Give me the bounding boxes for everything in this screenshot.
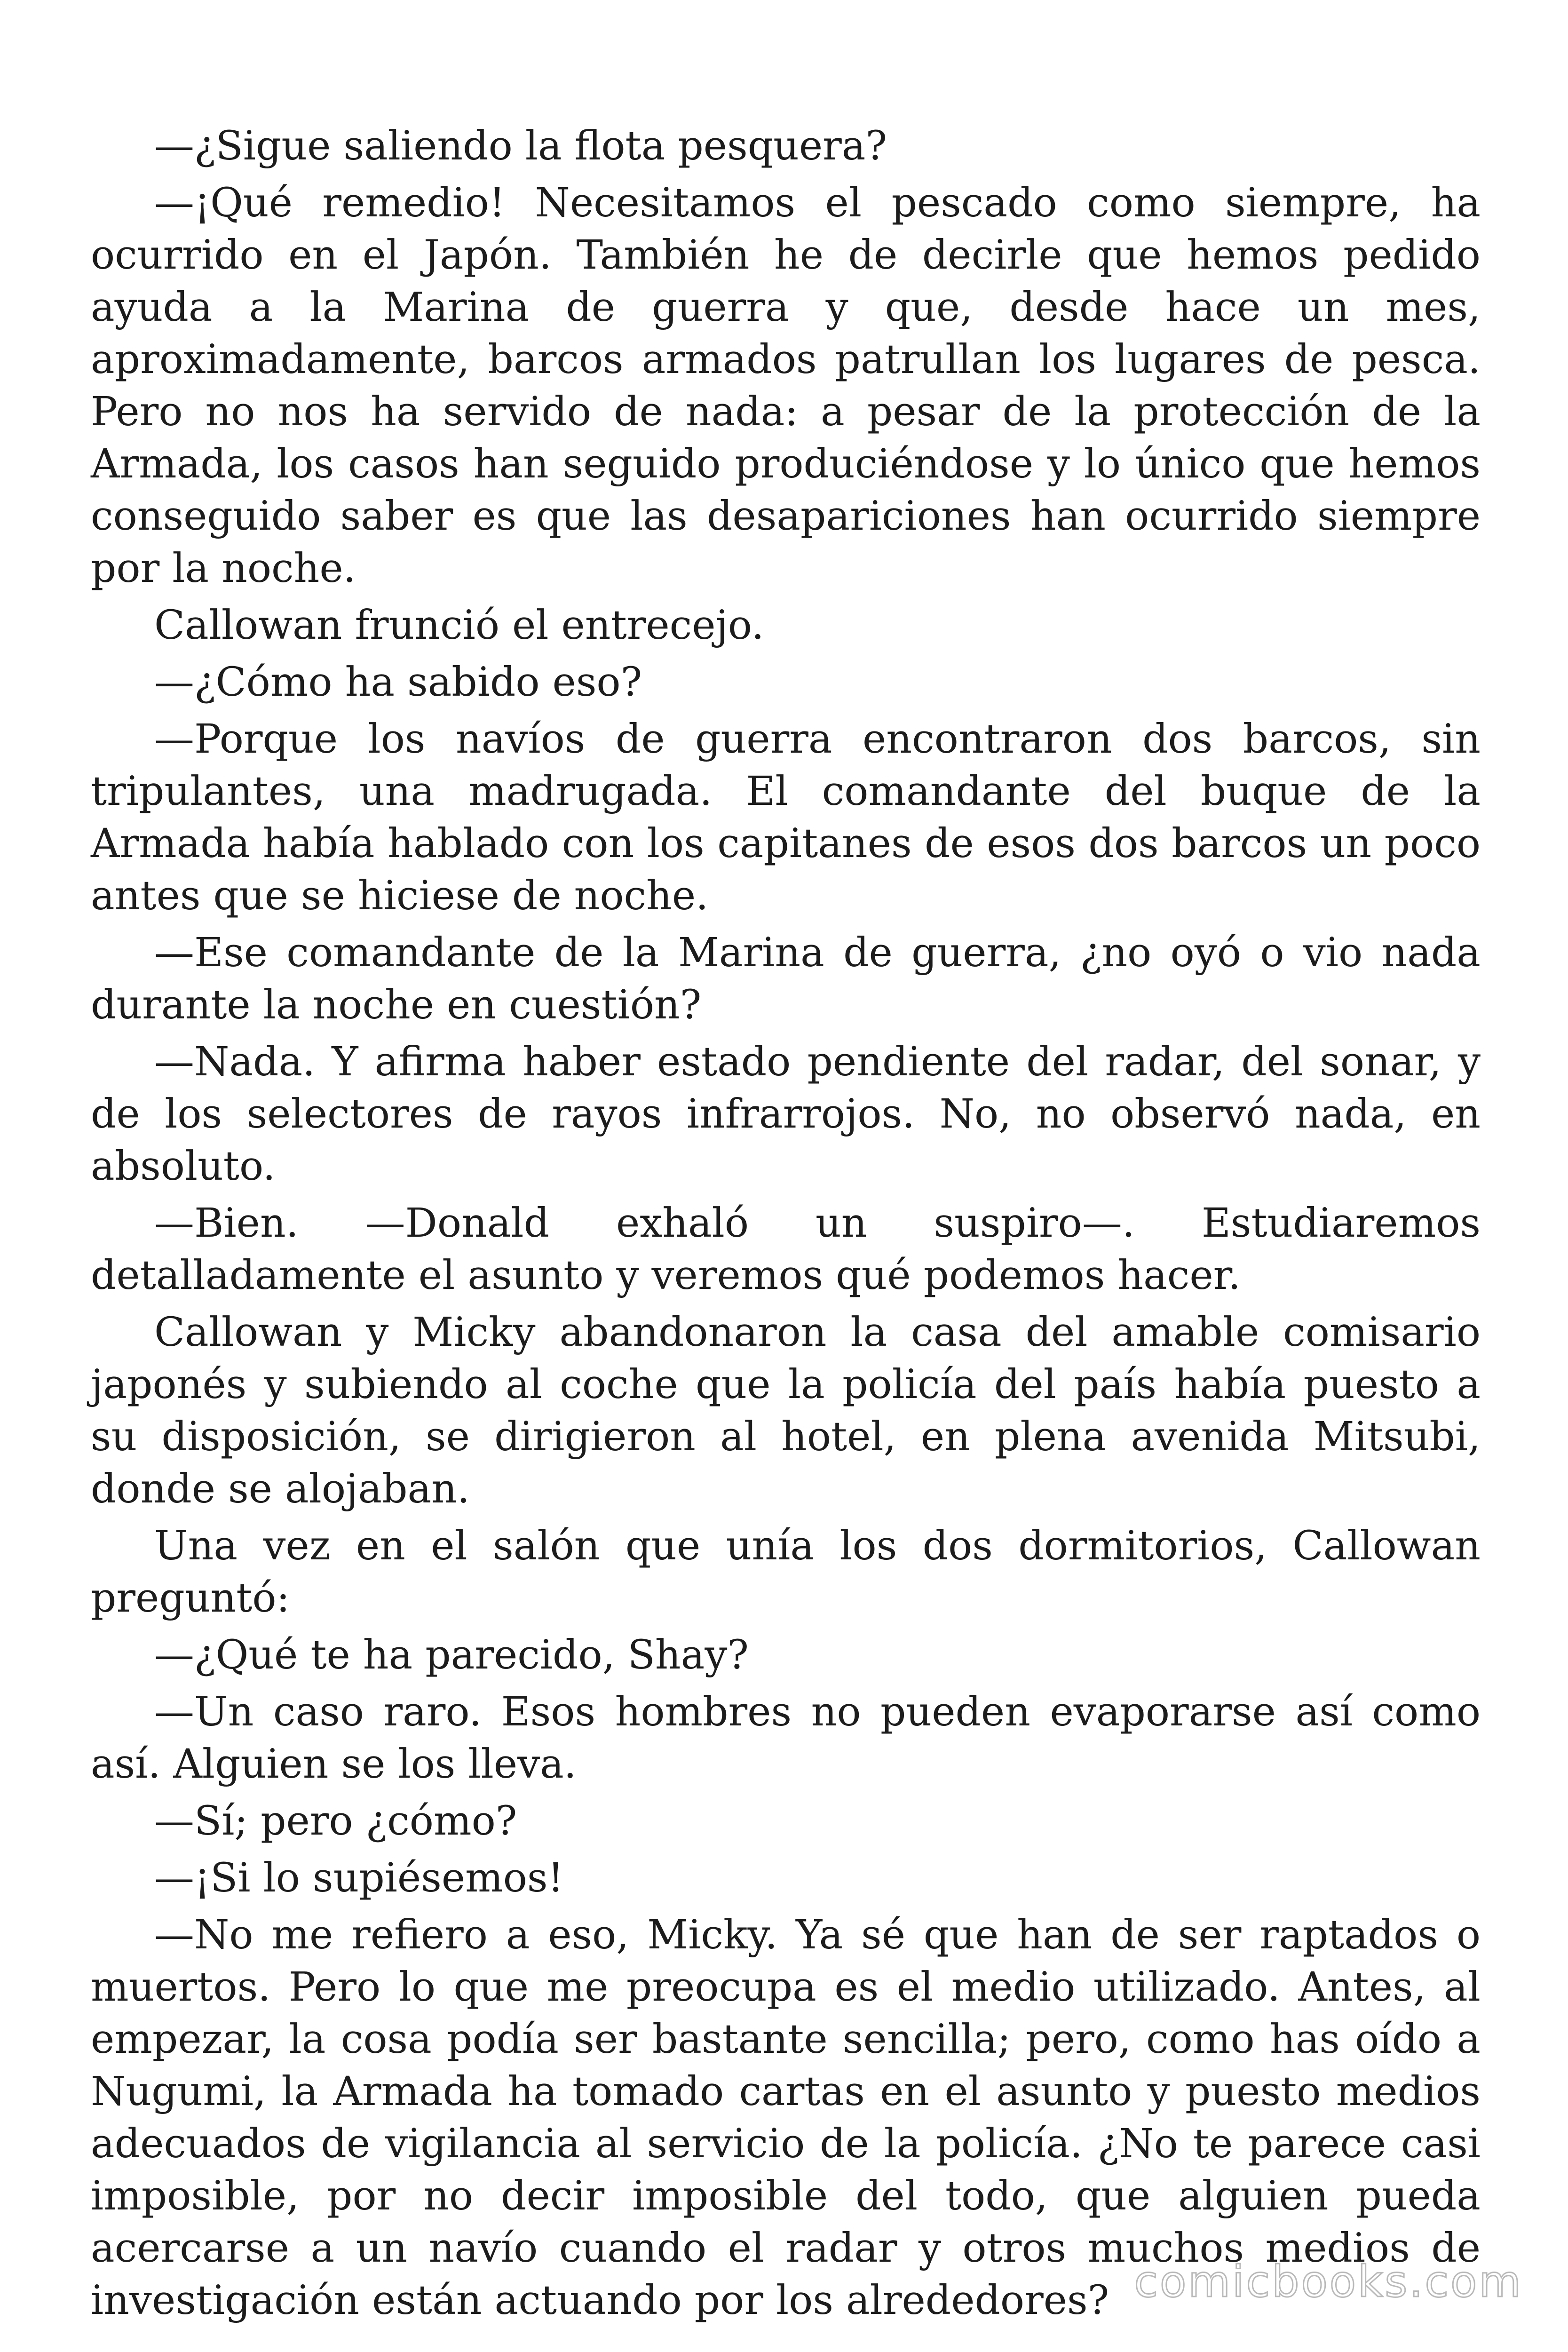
paragraph: —Ese comandante de la Marina de guerra, ¿no oyó o vio nada durante la noche en cuestión?: [91, 930, 1481, 1028]
paragraph: —¡Si lo supiésemos!: [154, 1855, 564, 1901]
paragraph: —¿Sigue saliendo la flota pesquera?: [154, 123, 887, 169]
book-page: [91, 120, 1481, 2331]
paragraph: —Bien. —Donald exhaló un suspiro—. Estudiaremos detalladamente el asunto y veremos qué podemos hacer.: [91, 1200, 1481, 1299]
paragraph: —¿Cómo ha sabido eso?: [154, 659, 642, 706]
watermark: comicbooks.com: [1134, 2257, 1523, 2307]
paragraph: —Porque los navíos de guerra encontraron dos barcos, sin tripulantes, una madrugada. El comandante del buque de la Armada había hablado con los capitanes de esos dos barcos un poco antes que se hiciese de noche.: [91, 716, 1481, 919]
paragraph: —Sí; pero ¿cómo?: [154, 1798, 517, 1844]
paragraph: —¿Qué te ha parecido, Shay?: [154, 1632, 749, 1678]
paragraph: —¡Qué remedio! Necesitamos el pescado como siempre, ha ocurrido en el Japón. También he de decirle que hemos pedido ayuda a la Marina de guerra y que, desde hace un mes, aproximadamente, barcos armados patrullan los lugares de pesca. Pero no nos ha servido de nada: a pesar de la protección de la Armada, los casos han seguido produciéndose y lo único que hemos conseguido saber es que las desapariciones han ocurrido siempre por la noche.: [91, 180, 1481, 592]
paragraph: Una vez en el salón que unía los dos dormitorios, Callowan preguntó:: [91, 1523, 1481, 1621]
paragraph: —Un caso raro. Esos hombres no pueden evaporarse así como así. Alguien se los lleva.: [91, 1689, 1481, 1788]
paragraph: Callowan y Micky abandonaron la casa del amable comisario japonés y subiendo al coche que la policía del país había puesto a su disposición, se dirigieron al hotel, en plena avenida Mitsubi, donde se alojaban.: [91, 1309, 1481, 1512]
paragraph: —Nada. Y afirma haber estado pendiente del radar, del sonar, y de los selectores de rayos infrarrojos. No, no observó nada, en absoluto.: [91, 1039, 1481, 1190]
paragraph: Callowan frunció el entrecejo.: [154, 602, 764, 649]
paragraph: —No me refiero a eso, Micky. Ya sé que han de ser raptados o muertos. Pero lo que me preocupa es el medio utilizado. Antes, al empezar, la cosa podía ser bastante sencilla; pero, como has oído a Nugumi, la Armada ha tomado cartas en el asunto y puesto medios adecuados de vigilancia al servicio de la policía. ¿No te parece casi imposible, por no decir imposible del todo, que alguien pueda acercarse a un navío cuando el radar y otros muchos medios de investigación están actuando por los alrededores?: [91, 1912, 1481, 2324]
